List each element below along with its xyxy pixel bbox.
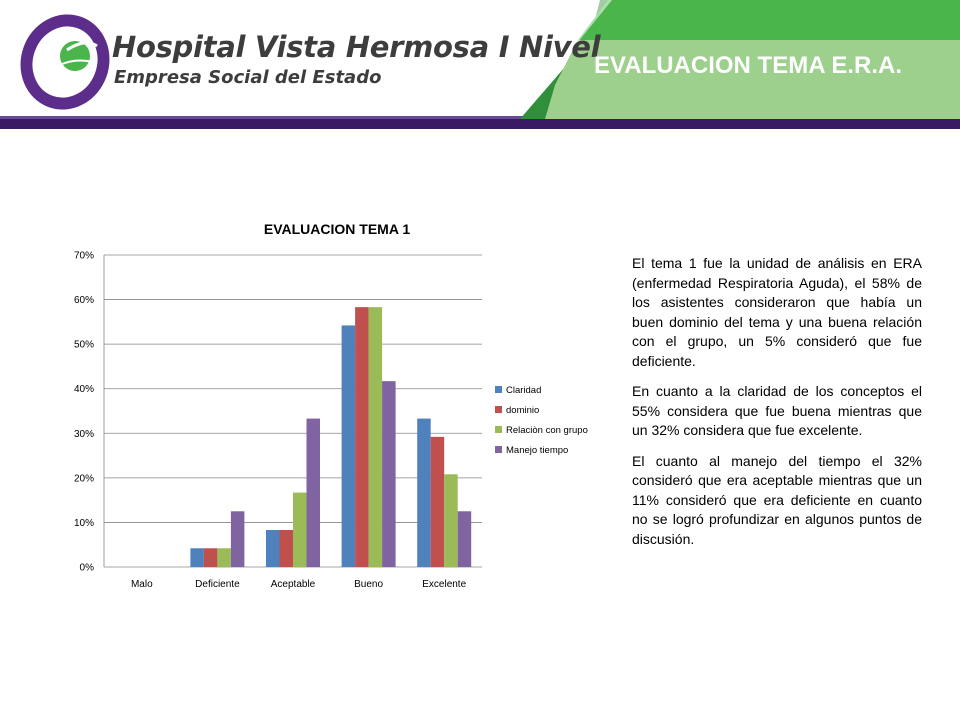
- y-axis-ticks: [74, 251, 94, 574]
- x-axis-ticks: [131, 579, 467, 590]
- bar: [355, 307, 369, 567]
- y-tick-label: 50%: [73, 339, 94, 351]
- chart-bars: [190, 307, 471, 567]
- chart-container: [40, 210, 600, 605]
- brand-name: Hospital Vista Hermosa I Nivel: [112, 30, 601, 64]
- legend-swatch: [495, 426, 502, 433]
- x-tick-label: Aceptable: [270, 579, 316, 590]
- bar: [369, 307, 383, 567]
- y-tick-label: 10%: [73, 517, 94, 529]
- x-tick-label: Deficiente: [195, 579, 240, 590]
- hospital-logo: [15, 10, 125, 120]
- y-tick-label: 60%: [73, 295, 94, 307]
- bar: [417, 419, 431, 567]
- bar: [204, 548, 218, 567]
- bar: [307, 419, 321, 567]
- analysis-text: [632, 254, 922, 560]
- legend-swatch: [495, 386, 502, 393]
- slide-header: [0, 0, 960, 135]
- legend-label: dominio: [506, 405, 540, 416]
- legend-label: Manejo tiempo: [506, 445, 569, 456]
- x-tick-label: Excelente: [422, 579, 467, 590]
- y-tick-label: 40%: [73, 384, 94, 396]
- y-tick-label: 30%: [73, 428, 94, 440]
- y-tick-label: 0%: [79, 562, 94, 574]
- bar-chart: [40, 210, 600, 605]
- legend-label: Claridad: [506, 385, 542, 396]
- y-tick-label: 20%: [73, 473, 94, 485]
- paragraph-1: El tema 1 fue la unidad de análisis en ERA (enfermedad Respiratoria Aguda), el 58% de los asistentes consideraron que había un buen dominio del tema y una buena relación con el grupo, un 5% consideró que fue deficiente.: [632, 255, 922, 369]
- legend-swatch: [495, 446, 502, 453]
- bar: [342, 325, 356, 567]
- paragraph-2: En cuanto a la claridad de los conceptos el 55% considera que fue buena mientras que un 32% considera que fue excelente.: [632, 383, 922, 438]
- bar: [231, 511, 245, 567]
- legend-label: Relaciòn con grupo: [506, 425, 588, 436]
- bar: [190, 548, 204, 567]
- slide-title: EVALUACION TEMA E.R.A.: [594, 52, 903, 79]
- bar: [217, 548, 231, 567]
- x-tick-label: Malo: [130, 579, 153, 590]
- legend-swatch: [495, 406, 502, 413]
- bar: [431, 437, 445, 567]
- brand-subtitle: Empresa Social del Estado: [114, 67, 382, 88]
- bar: [444, 474, 458, 567]
- bar: [266, 530, 280, 567]
- paragraph-3: El cuanto al manejo del tiempo el 32% consideró que era aceptable mientras que un 11% consideró que era deficiente en cuanto no se logró profundizar en algunos puntos de discusión.: [632, 452, 922, 547]
- bar: [458, 511, 472, 567]
- bar: [293, 493, 307, 567]
- y-tick-label: 70%: [73, 250, 94, 262]
- chart-title: EVALUACION TEMA 1: [263, 221, 411, 237]
- chart-legend: [495, 385, 588, 456]
- bar: [280, 530, 294, 567]
- bar: [382, 381, 396, 567]
- x-tick-label: Bueno: [354, 579, 384, 590]
